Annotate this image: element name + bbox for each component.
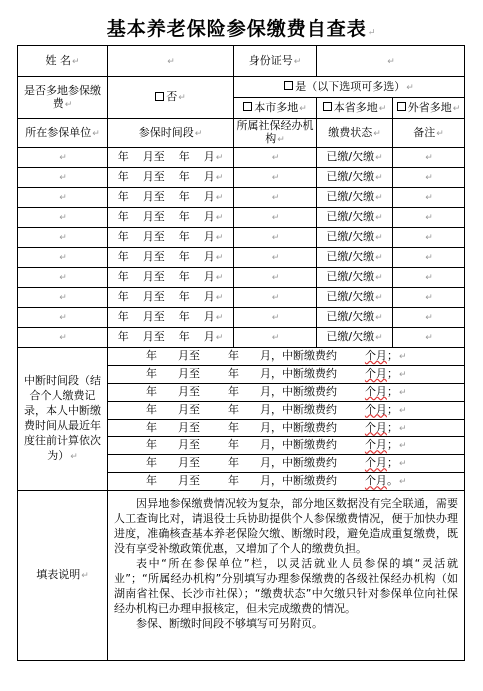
- remark-cell[interactable]: ↵: [393, 288, 465, 308]
- status-cell[interactable]: 已缴/欠缴↵: [317, 248, 393, 268]
- header-agency: 所属社保经办机构↵: [234, 119, 317, 148]
- status-cell[interactable]: 已缴/欠缴↵: [317, 308, 393, 328]
- period-cell[interactable]: 年 月至 年 月↵: [108, 208, 234, 228]
- agency-cell[interactable]: ↵: [234, 268, 317, 288]
- yes-checkbox[interactable]: [284, 81, 293, 90]
- gap-cell[interactable]: 年 月至 年 月，中断缴费约 个月；↵: [108, 365, 465, 383]
- unit-cell[interactable]: ↵: [18, 308, 108, 328]
- id-label: 身份证号↵: [234, 46, 317, 77]
- remark-cell[interactable]: ↵: [393, 268, 465, 288]
- option-province[interactable]: 本省多地↵: [317, 98, 393, 119]
- id-field[interactable]: ↵: [317, 46, 465, 77]
- unit-cell[interactable]: ↵: [18, 208, 108, 228]
- notes-paragraph-1: 因异地参保缴费情况较为复杂，部分地区数据没有完全联通，需要人工查询比对，请退役士兵协助提供个人参保缴费情况，便于加快办理进度，准确核查基本养老保险欠缴、断缴时段，避免造成重复缴费，既没有享受补缴政策优惠，又增加了个人的缴费负担。: [114, 497, 459, 556]
- period-row: [18, 168, 465, 188]
- months-field[interactable]: 个月: [364, 456, 387, 470]
- notes-paragraph-3: 参保、断缴时间段不够填写可另附页。: [136, 617, 323, 631]
- months-field[interactable]: 个月: [364, 402, 387, 416]
- period-cell[interactable]: 年 月至 年 月↵: [108, 268, 234, 288]
- period-cell[interactable]: 年 月至 年 月↵: [108, 228, 234, 248]
- header-unit: 所在参保单位↵: [18, 119, 108, 148]
- notes-content: [108, 491, 465, 661]
- status-cell[interactable]: 已缴/欠缴↵: [317, 328, 393, 348]
- header-status: 缴费状态↵: [317, 119, 393, 148]
- unit-cell[interactable]: ↵: [18, 248, 108, 268]
- status-cell[interactable]: 已缴/欠缴↵: [317, 228, 393, 248]
- remark-cell[interactable]: ↵: [393, 228, 465, 248]
- unit-cell[interactable]: ↵: [18, 288, 108, 308]
- option-other-province[interactable]: 外省多地↵: [393, 98, 465, 119]
- name-label: 姓 名↵: [18, 46, 108, 77]
- agency-cell[interactable]: ↵: [234, 308, 317, 328]
- gap-cell[interactable]: 年 月至 年 月，中断缴费约 个月；↵: [108, 419, 465, 437]
- period-row: [18, 328, 465, 348]
- remark-cell[interactable]: ↵: [393, 328, 465, 348]
- period-cell[interactable]: 年 月至 年 月↵: [108, 328, 234, 348]
- agency-cell[interactable]: ↵: [234, 228, 317, 248]
- multi-row-1: [18, 77, 465, 98]
- agency-cell[interactable]: ↵: [234, 148, 317, 168]
- period-cell[interactable]: 年 月至 年 月↵: [108, 288, 234, 308]
- months-field[interactable]: 个月: [364, 420, 387, 434]
- header-remark: 备注↵: [393, 119, 465, 148]
- remark-cell[interactable]: ↵: [393, 248, 465, 268]
- period-cell[interactable]: 年 月至 年 月↵: [108, 308, 234, 328]
- remark-cell[interactable]: ↵: [393, 308, 465, 328]
- multi-no-option[interactable]: 否↵: [108, 77, 234, 119]
- period-row: [18, 188, 465, 208]
- city-checkbox[interactable]: [243, 102, 252, 111]
- gap-cell[interactable]: 年 月至 年 月，中断缴费约 个月；↵: [108, 437, 465, 455]
- period-row: [18, 268, 465, 288]
- header-row: [18, 119, 465, 148]
- agency-cell[interactable]: ↵: [234, 328, 317, 348]
- period-cell[interactable]: 年 月至 年 月↵: [108, 148, 234, 168]
- self-check-table: [17, 45, 465, 661]
- agency-cell[interactable]: ↵: [234, 188, 317, 208]
- months-field[interactable]: 个月: [364, 366, 387, 380]
- months-field[interactable]: 个月: [364, 474, 387, 488]
- notes-row: [18, 491, 465, 661]
- gap-label: 中断时间段（结合个人缴费记录，本人中断缴费时间从最近年度往前计算依次为）↵: [18, 348, 108, 491]
- remark-cell[interactable]: ↵: [393, 188, 465, 208]
- period-row: [18, 228, 465, 248]
- status-cell[interactable]: 已缴/欠缴↵: [317, 168, 393, 188]
- notes-label: 填表说明↵: [18, 491, 108, 661]
- period-row: [18, 288, 465, 308]
- months-field[interactable]: 个月: [364, 384, 387, 398]
- other-province-checkbox[interactable]: [397, 102, 406, 111]
- unit-cell[interactable]: ↵: [18, 328, 108, 348]
- remark-cell[interactable]: ↵: [393, 208, 465, 228]
- notes-paragraph-2: 表中“所在参保单位”栏，以灵活就业人员参保的填“灵活就业”；“所属经办机构”分别填写办理参保缴费的各级社保经办机构（如湖南省社保、长沙市社保）；“缴费状态”中欠缴只针对参保单位向社保经办机构已办理申报核定，但未完成缴费的情况。: [114, 557, 459, 616]
- gap-cell[interactable]: 年 月至 年 月，中断缴费约 个月；↵: [108, 383, 465, 401]
- unit-cell[interactable]: ↵: [18, 268, 108, 288]
- form-title: 基本养老保险参保缴费自查表↵: [106, 18, 377, 40]
- status-cell[interactable]: 已缴/欠缴↵: [317, 268, 393, 288]
- header-period: 参保时间段↵: [108, 119, 234, 148]
- unit-cell[interactable]: ↵: [18, 168, 108, 188]
- multi-yes-option[interactable]: 是（以下选项可多选）↵: [234, 77, 465, 98]
- status-cell[interactable]: 已缴/欠缴↵: [317, 148, 393, 168]
- period-cell[interactable]: 年 月至 年 月↵: [108, 248, 234, 268]
- gap-cell[interactable]: 年 月至 年 月，中断缴费约 个月；↵: [108, 348, 465, 366]
- option-city[interactable]: 本市多地↵: [234, 98, 317, 119]
- remark-cell[interactable]: ↵: [393, 168, 465, 188]
- agency-cell[interactable]: ↵: [234, 288, 317, 308]
- gap-row: [18, 348, 465, 366]
- agency-cell[interactable]: ↵: [234, 168, 317, 188]
- agency-cell[interactable]: ↵: [234, 248, 317, 268]
- gap-cell[interactable]: 年 月至 年 月，中断缴费约 个月；↵: [108, 455, 465, 473]
- remark-cell[interactable]: ↵: [393, 148, 465, 168]
- period-row: [18, 248, 465, 268]
- months-field[interactable]: 个月: [364, 348, 387, 362]
- name-field[interactable]: ↵: [108, 46, 234, 77]
- period-row: [18, 208, 465, 228]
- multi-label: 是否多地参保缴费↵: [18, 77, 108, 119]
- unit-cell[interactable]: ↵: [18, 228, 108, 248]
- period-row: [18, 148, 465, 168]
- period-row: [18, 308, 465, 328]
- no-checkbox[interactable]: [155, 92, 164, 101]
- status-cell[interactable]: 已缴/欠缴↵: [317, 288, 393, 308]
- unit-cell[interactable]: ↵: [18, 188, 108, 208]
- gap-cell[interactable]: 年 月至 年 月，中断缴费约 个月。↵: [108, 473, 465, 491]
- period-cell[interactable]: 年 月至 年 月↵: [108, 168, 234, 188]
- months-field[interactable]: 个月: [364, 438, 387, 452]
- agency-cell[interactable]: ↵: [234, 208, 317, 228]
- unit-cell[interactable]: ↵: [18, 148, 108, 168]
- name-row: [18, 46, 465, 77]
- period-cell[interactable]: 年 月至 年 月↵: [108, 188, 234, 208]
- province-checkbox[interactable]: [323, 102, 332, 111]
- status-cell[interactable]: 已缴/欠缴↵: [317, 208, 393, 228]
- status-cell[interactable]: 已缴/欠缴↵: [317, 188, 393, 208]
- gap-cell[interactable]: 年 月至 年 月，中断缴费约 个月；↵: [108, 401, 465, 419]
